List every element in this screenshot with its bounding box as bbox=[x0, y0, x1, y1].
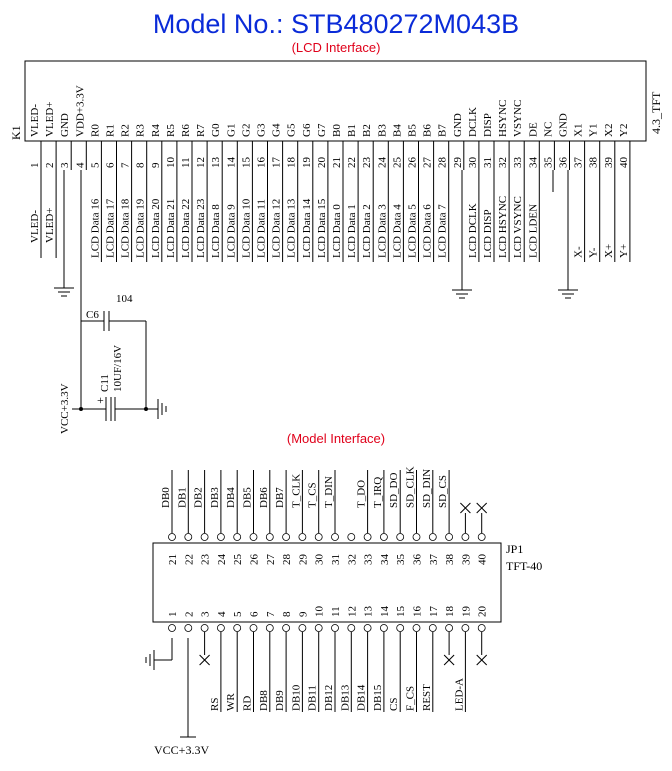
model-top-pin-number: 21 bbox=[167, 554, 179, 565]
lcd-net-label: LCD Data 19 bbox=[134, 198, 147, 258]
lcd-net-label: LCD Data 14 bbox=[300, 198, 313, 258]
model-bottom-pin bbox=[266, 625, 273, 632]
lcd-pin-number: 11 bbox=[180, 157, 192, 168]
lcd-pin-name: G1 bbox=[225, 123, 238, 137]
lcd-pin-number: 10 bbox=[164, 157, 177, 168]
model-top-signal: DB6 bbox=[257, 487, 270, 508]
lcd-pin-number: 25 bbox=[391, 157, 404, 168]
lcd-pin-number: 9 bbox=[149, 162, 162, 168]
model-bottom-pin-number: 3 bbox=[199, 611, 212, 617]
model-top-pin bbox=[348, 534, 355, 541]
model-top-signal: T_DIN bbox=[323, 476, 335, 508]
model-top-signal: SD_CS bbox=[437, 474, 450, 508]
model-top-pin-number: 28 bbox=[281, 554, 294, 565]
lcd-pin-number: 12 bbox=[195, 157, 208, 168]
model-top-pin-number: 37 bbox=[427, 554, 440, 565]
lcd-pin-name: G7 bbox=[315, 123, 328, 137]
lcd-pin-name: DE bbox=[527, 122, 540, 137]
lcd-pin-number: 3 bbox=[59, 162, 72, 168]
model-bottom-pin bbox=[397, 625, 404, 632]
lcd-pin-name: B0 bbox=[331, 124, 343, 137]
model-bottom-signal: DB12 bbox=[323, 684, 335, 711]
model-top-pin bbox=[201, 534, 208, 541]
lcd-pin-number: 34 bbox=[527, 157, 540, 168]
model-bottom-signal: DB11 bbox=[306, 685, 319, 711]
model-top-pin-number: 26 bbox=[248, 554, 261, 565]
lcd-pin-number: 31 bbox=[482, 157, 494, 168]
model-top-signal: DB3 bbox=[208, 487, 221, 508]
lcd-net-label: Y+ bbox=[617, 243, 630, 258]
model-top-pin bbox=[397, 534, 404, 541]
lcd-net-label: LCD Data 8 bbox=[210, 204, 223, 258]
model-top-pin bbox=[380, 534, 387, 541]
model-top-pin-number: 23 bbox=[199, 554, 212, 565]
lcd-net-label: LCD VSYNC bbox=[512, 196, 525, 258]
model-top-pin-number: 25 bbox=[232, 554, 245, 565]
lcd-vcc-label: VCC+3.3V bbox=[59, 383, 71, 434]
model-top-signal: SD_CLK bbox=[404, 466, 417, 508]
lcd-pin-number: 5 bbox=[89, 162, 102, 168]
lcd-interface-heading: (LCD Interface) bbox=[291, 40, 381, 55]
lcd-net-label: LCD Data 13 bbox=[285, 198, 298, 258]
model-top-signal: DB1 bbox=[176, 487, 189, 508]
model-bottom-pin-number: 15 bbox=[395, 606, 408, 617]
model-bottom-pin-number: 16 bbox=[411, 606, 424, 617]
lcd-pin-name: DCLK bbox=[466, 107, 479, 137]
lcd-net-label: X- bbox=[572, 246, 585, 258]
model-top-pin bbox=[332, 534, 339, 541]
model-top-signal: T_DO bbox=[355, 479, 368, 508]
lcd-net-label: LCD Data 17 bbox=[104, 198, 117, 258]
lcd-pin-name: G4 bbox=[270, 123, 283, 137]
model-connector-type: TFT-40 bbox=[506, 559, 543, 573]
lcd-net-label: X+ bbox=[602, 243, 615, 258]
model-connector-jp1 bbox=[146, 466, 542, 757]
cap-c11-polarity: + bbox=[97, 393, 104, 407]
model-top-pin-number: 34 bbox=[378, 554, 391, 565]
lcd-pin-number: 18 bbox=[285, 157, 298, 168]
model-bottom-signal: DB14 bbox=[355, 684, 368, 711]
lcd-pin-name: DISP bbox=[482, 113, 494, 137]
lcd-pin-name: X1 bbox=[572, 123, 585, 137]
lcd-pin-number: 6 bbox=[104, 162, 117, 168]
model-top-pin-number: 32 bbox=[346, 554, 359, 565]
lcd-pin-name: VDD+3.3V bbox=[74, 85, 87, 137]
lcd-pin-name: B3 bbox=[376, 124, 389, 137]
ground-symbol bbox=[452, 290, 472, 298]
model-bottom-pin-number: 10 bbox=[313, 606, 326, 617]
model-bottom-pin bbox=[348, 625, 355, 632]
model-top-pin bbox=[283, 534, 290, 541]
page-title: Model No.: STB480272M043B bbox=[152, 9, 520, 39]
model-top-pin-number: 29 bbox=[297, 554, 310, 565]
lcd-net-label: LCD DCLK bbox=[466, 203, 479, 258]
model-top-pin-number: 38 bbox=[444, 554, 457, 565]
ground-symbol bbox=[558, 290, 578, 298]
lcd-net-label: LCD Data 6 bbox=[421, 204, 434, 258]
model-bottom-signal: LED-A bbox=[453, 678, 466, 711]
model-top-pin bbox=[234, 534, 241, 541]
lcd-pin-name: VSYNC bbox=[512, 99, 525, 137]
model-bottom-signal: RD bbox=[241, 695, 254, 711]
lcd-pin-number: 30 bbox=[466, 157, 479, 168]
lcd-pin-number: 2 bbox=[44, 162, 57, 168]
lcd-net-label: LCD Data 9 bbox=[225, 204, 238, 258]
model-bottom-pin-number: 5 bbox=[232, 611, 245, 617]
model-top-signal: T_CLK bbox=[290, 473, 303, 508]
lcd-pin-name: Y1 bbox=[587, 123, 600, 137]
model-top-pin bbox=[315, 534, 322, 541]
cap-c11-value: 10UF/16V bbox=[112, 344, 124, 392]
lcd-pin-name: VLED+ bbox=[44, 101, 57, 137]
model-bottom-signal: DB10 bbox=[290, 684, 303, 711]
lcd-net-label: LCD Data 2 bbox=[361, 204, 374, 258]
lcd-connector-ref: K1 bbox=[9, 125, 23, 140]
model-bottom-pin bbox=[429, 625, 436, 632]
model-bottom-pin bbox=[462, 625, 469, 632]
lcd-pin-name: G5 bbox=[285, 123, 298, 137]
lcd-pin-number: 40 bbox=[617, 157, 630, 168]
lcd-pin-number: 13 bbox=[210, 157, 223, 168]
model-bottom-pin-number: 9 bbox=[297, 611, 310, 617]
model-top-pin bbox=[478, 534, 485, 541]
lcd-pin-number: 36 bbox=[557, 157, 570, 168]
lcd-pin-name: Y2 bbox=[617, 123, 630, 137]
lcd-pin-number: 17 bbox=[270, 157, 283, 168]
model-top-pin bbox=[446, 534, 453, 541]
model-bottom-pin bbox=[299, 625, 306, 632]
model-bottom-signal: F_CS bbox=[404, 685, 417, 711]
ground-symbol bbox=[146, 650, 154, 670]
model-bottom-pin-number: 14 bbox=[378, 606, 391, 617]
lcd-pin-name: X2 bbox=[602, 123, 615, 137]
model-bottom-pin bbox=[364, 625, 371, 632]
model-top-signal: DB2 bbox=[192, 487, 205, 508]
model-bottom-pin bbox=[332, 625, 339, 632]
lcd-pin-number: 32 bbox=[497, 157, 510, 168]
model-top-pin-number: 27 bbox=[264, 554, 277, 565]
model-top-signal: SD_DIN bbox=[420, 468, 433, 508]
model-top-pin bbox=[462, 534, 469, 541]
lcd-pin-number: 15 bbox=[240, 157, 253, 168]
model-bottom-pin bbox=[217, 625, 224, 632]
lcd-connector-type: 4.3_TFT bbox=[649, 91, 663, 134]
model-top-pin-number: 36 bbox=[411, 554, 424, 565]
lcd-pin-name: GND bbox=[451, 113, 464, 137]
lcd-pin-name: G3 bbox=[255, 123, 268, 137]
model-bottom-signal: REST bbox=[420, 684, 433, 711]
lcd-pin-name: R4 bbox=[149, 124, 162, 137]
model-top-pin bbox=[413, 534, 420, 541]
model-bottom-signal: RS bbox=[208, 697, 221, 711]
lcd-net-label: LCD Data 4 bbox=[391, 204, 404, 258]
model-bottom-pin-number: 6 bbox=[248, 611, 261, 617]
lcd-net-label: LCD Data 7 bbox=[436, 204, 449, 258]
lcd-pin-number: 20 bbox=[315, 157, 328, 168]
lcd-net-label: VLED+ bbox=[44, 207, 57, 243]
model-bottom-pin bbox=[446, 625, 453, 632]
lcd-pin-number: 7 bbox=[119, 162, 132, 168]
lcd-pin-number: 8 bbox=[134, 162, 147, 168]
lcd-pins bbox=[29, 85, 630, 262]
model-bottom-signal: DB8 bbox=[257, 690, 270, 711]
model-top-pin-number: 31 bbox=[330, 554, 342, 565]
lcd-pin-number: 24 bbox=[376, 157, 389, 168]
lcd-pin-number: 22 bbox=[346, 157, 359, 168]
model-bottom-pin-number: 4 bbox=[215, 611, 228, 617]
lcd-pin-number: 35 bbox=[542, 157, 555, 168]
model-bottom-pin bbox=[169, 625, 176, 632]
lcd-pin-name: R0 bbox=[89, 124, 102, 137]
model-bottom-pin bbox=[283, 625, 290, 632]
lcd-pin-number: 37 bbox=[572, 157, 585, 168]
lcd-pin-number: 39 bbox=[602, 157, 615, 168]
model-top-signal: DB0 bbox=[160, 487, 172, 508]
lcd-net-label: LCD Data 23 bbox=[195, 198, 208, 258]
lcd-net-label: LCD Data 22 bbox=[180, 198, 192, 258]
lcd-pin-number: 14 bbox=[225, 157, 238, 168]
model-top-pin-number: 35 bbox=[395, 554, 408, 565]
model-bottom-signal: WR bbox=[225, 693, 238, 711]
lcd-net-label: LCD Data 10 bbox=[240, 198, 253, 258]
model-bottom-pin bbox=[315, 625, 322, 632]
model-pins bbox=[160, 466, 489, 712]
lcd-pin-name: NC bbox=[542, 121, 555, 137]
lcd-pin-name: R1 bbox=[104, 124, 117, 137]
lcd-net-label: LCD Data 20 bbox=[149, 198, 162, 258]
lcd-pin-name: G2 bbox=[240, 123, 253, 137]
ground-symbol bbox=[54, 288, 74, 296]
lcd-net-label: VLED- bbox=[29, 210, 41, 243]
lcd-connector-k1 bbox=[9, 61, 663, 262]
cap-c11-ref: C11 bbox=[99, 374, 111, 392]
model-top-pin bbox=[299, 534, 306, 541]
model-top-pin-number: 30 bbox=[313, 554, 326, 565]
lcd-net-label: LCD HSYNC bbox=[497, 195, 510, 258]
model-top-signal: T_IRQ bbox=[371, 476, 384, 508]
model-top-pin bbox=[217, 534, 224, 541]
lcd-pin-number: 26 bbox=[406, 157, 419, 168]
model-bottom-signal: DB13 bbox=[339, 684, 352, 711]
lcd-pin-name: B5 bbox=[406, 124, 419, 137]
lcd-pin-name: G6 bbox=[300, 123, 313, 137]
lcd-pin-number: 33 bbox=[512, 157, 525, 168]
lcd-pin-number: 23 bbox=[361, 157, 374, 168]
lcd-pin-number: 38 bbox=[587, 157, 600, 168]
ground-symbol bbox=[158, 399, 166, 419]
model-top-pin-number: 22 bbox=[183, 554, 196, 565]
lcd-pin-name: R2 bbox=[119, 124, 132, 137]
lcd-pin-number: 19 bbox=[300, 157, 313, 168]
lcd-pin-number: 21 bbox=[331, 157, 343, 168]
model-bottom-pin-number: 19 bbox=[460, 606, 473, 617]
lcd-pin-name: HSYNC bbox=[497, 99, 510, 137]
lcd-net-label: Y- bbox=[587, 247, 600, 258]
model-top-pin bbox=[250, 534, 257, 541]
model-top-pin-number: 40 bbox=[476, 554, 489, 565]
model-top-pin-number: 24 bbox=[215, 554, 228, 565]
model-bottom-pin-number: 17 bbox=[427, 606, 440, 617]
model-bottom-pin-number: 8 bbox=[281, 611, 294, 617]
model-top-signal: DB5 bbox=[241, 487, 254, 508]
lcd-net-label: LCD Data 21 bbox=[164, 198, 177, 258]
model-top-signal: DB7 bbox=[274, 487, 287, 508]
lcd-pin-name: VLED- bbox=[29, 104, 41, 137]
lcd-net-label: LCD DISP bbox=[482, 209, 494, 258]
model-top-pin bbox=[364, 534, 371, 541]
lcd-pin-name: G0 bbox=[210, 123, 223, 137]
lcd-pin-number: 1 bbox=[29, 162, 41, 168]
model-bottom-pin bbox=[234, 625, 241, 632]
model-vcc-label: VCC+3.3V bbox=[154, 743, 210, 757]
model-bottom-pin-number: 2 bbox=[183, 611, 196, 617]
lcd-pin-name: B7 bbox=[436, 124, 449, 137]
model-bottom-pin bbox=[413, 625, 420, 632]
model-bottom-pin-number: 7 bbox=[264, 611, 277, 617]
model-bottom-pin bbox=[201, 625, 208, 632]
model-bottom-pin bbox=[478, 625, 485, 632]
model-top-pin-number: 33 bbox=[362, 554, 375, 565]
lcd-net-label: LCD Data 11 bbox=[255, 199, 268, 258]
model-interface-heading: (Model Interface) bbox=[286, 431, 386, 446]
model-bottom-pin bbox=[250, 625, 257, 632]
model-bottom-pin-number: 11 bbox=[330, 606, 342, 617]
model-connector-ref: JP1 bbox=[506, 542, 524, 556]
model-bottom-signal: DB15 bbox=[371, 684, 384, 711]
model-top-pin bbox=[169, 534, 176, 541]
lcd-net-label: LCD Data 5 bbox=[406, 204, 419, 258]
lcd-pin-number: 29 bbox=[451, 157, 464, 168]
model-bottom-pin-number: 12 bbox=[346, 606, 359, 617]
lcd-net-label: LCD Data 1 bbox=[346, 204, 359, 258]
model-top-signal: DB4 bbox=[225, 487, 238, 508]
model-top-pin-number: 39 bbox=[460, 554, 473, 565]
lcd-pin-number: 4 bbox=[74, 162, 87, 168]
model-bottom-signal: CS bbox=[388, 697, 401, 711]
model-top-pin bbox=[429, 534, 436, 541]
lcd-pin-number: 28 bbox=[436, 157, 449, 168]
lcd-pin-number: 16 bbox=[255, 157, 268, 168]
cap-c6-ref: C6 bbox=[86, 309, 99, 321]
lcd-pin-number: 27 bbox=[421, 157, 434, 168]
model-top-signal: SD_DO bbox=[388, 472, 401, 508]
model-bottom-pin-number: 1 bbox=[167, 611, 179, 617]
lcd-pin-name: GND bbox=[59, 113, 72, 137]
cap-c6-value: 104 bbox=[116, 293, 133, 305]
model-bottom-pin bbox=[185, 625, 192, 632]
lcd-net-label: LCD Data 3 bbox=[376, 204, 389, 258]
lcd-pin-name: R3 bbox=[134, 124, 147, 137]
model-top-signal: T_CS bbox=[306, 482, 319, 508]
lcd-net-label: LCD Data 0 bbox=[331, 204, 343, 258]
lcd-net-label: LCD LDEN bbox=[527, 203, 540, 258]
lcd-pin-name: B4 bbox=[391, 124, 404, 137]
lcd-pin-name: B1 bbox=[346, 124, 359, 137]
model-bottom-pin-number: 18 bbox=[444, 606, 457, 617]
model-bottom-pin-number: 13 bbox=[362, 606, 375, 617]
lcd-net-label: LCD Data 15 bbox=[315, 198, 328, 258]
lcd-net-label: LCD Data 16 bbox=[89, 198, 102, 258]
lcd-pin-name: B2 bbox=[361, 124, 374, 137]
model-bottom-pin-number: 20 bbox=[476, 606, 489, 617]
lcd-pin-name: B6 bbox=[421, 124, 434, 137]
lcd-net-label: LCD Data 12 bbox=[270, 198, 283, 258]
model-top-pin bbox=[266, 534, 273, 541]
model-top-pin bbox=[185, 534, 192, 541]
lcd-pin-name: R6 bbox=[180, 124, 192, 137]
lcd-pin-name: R5 bbox=[164, 124, 177, 137]
lcd-pin-name: GND bbox=[557, 113, 570, 137]
lcd-net-label: LCD Data 18 bbox=[119, 198, 132, 258]
model-bottom-signal: DB9 bbox=[274, 690, 287, 711]
model-bottom-pin bbox=[380, 625, 387, 632]
lcd-pin-name: R7 bbox=[195, 124, 208, 137]
